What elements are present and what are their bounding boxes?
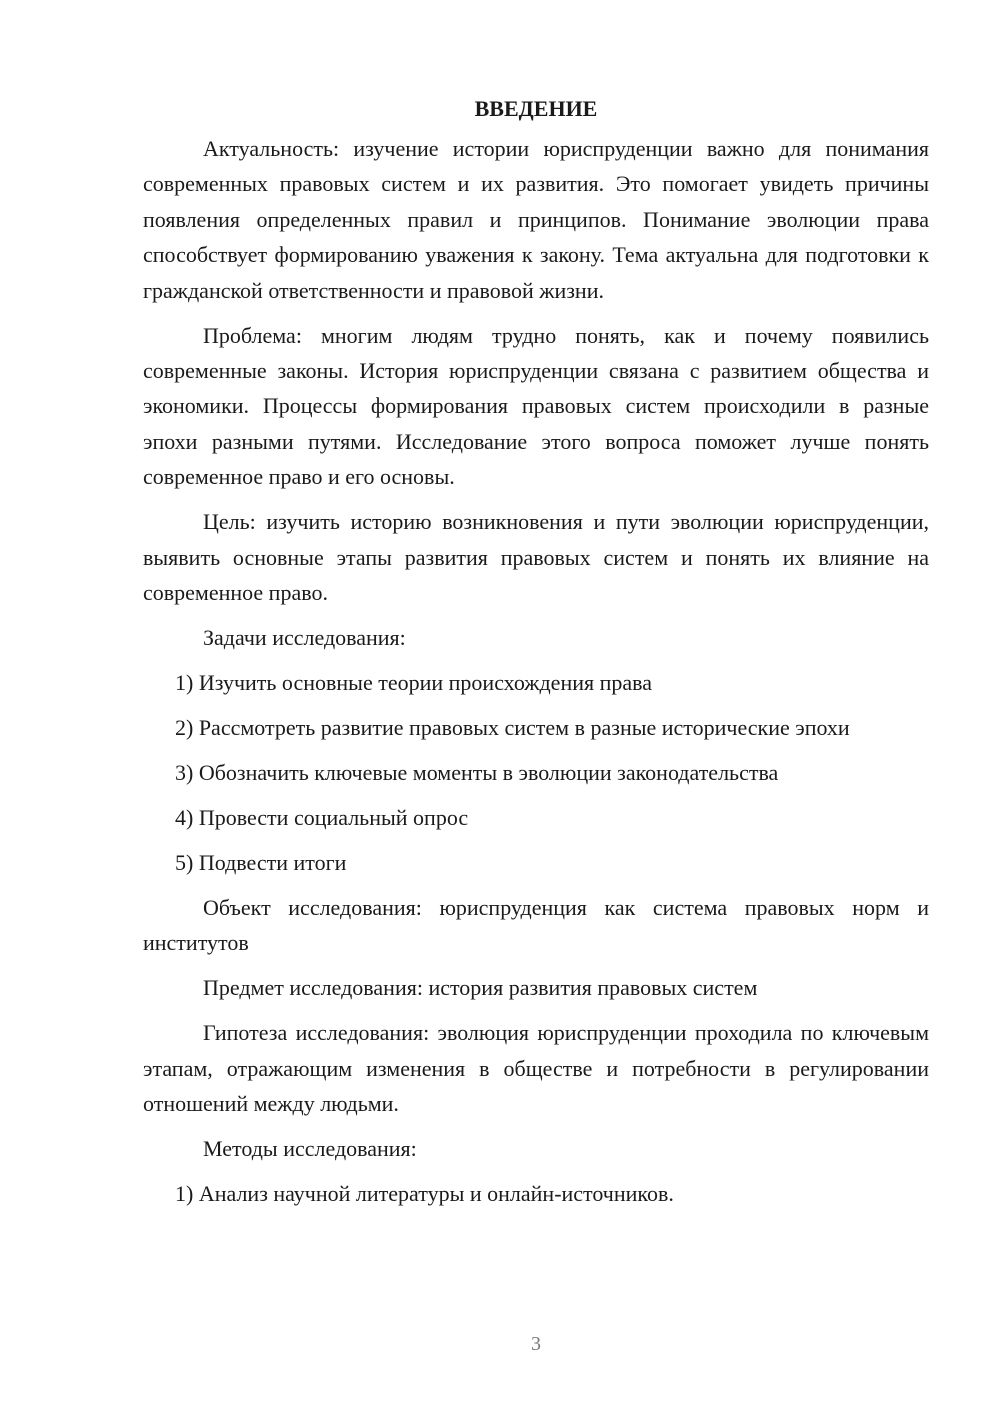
goal-paragraph: Цель: изучить историю возникновения и пути эволюции юриспруденции, выявить основные этапы развития правовых систем и понять их влияние на современное право. [143,509,929,606]
section-title: ВВЕДЕНИЕ [474,96,598,121]
task-list-item: 2) Рассмотреть развитие правовых систем в разные исторические эпохи [175,715,850,741]
methods-heading: Методы исследования: [203,1136,417,1162]
page-number: 3 [531,1333,541,1355]
hypothesis-paragraph: Гипотеза исследования: эволюция юриспруденции проходила по ключевым этапам, отражающим изменения в обществе и потребности в регулировании отношений между людьми. [143,1020,929,1117]
task-list-item: 3) Обозначить ключевые моменты в эволюции законодательства [175,760,779,786]
method-list-item: 1) Анализ научной литературы и онлайн-источников. [175,1181,674,1207]
tasks-heading: Задачи исследования: [203,625,406,651]
task-list-item: 1) Изучить основные теории происхождения права [175,670,653,696]
document-page [143,92,929,1221]
task-list-item: 5) Подвести итоги [175,850,347,876]
relevance-paragraph: Актуальность: изучение истории юриспруденции важно для понимания современных правовых систем и их развития. Это помогает увидеть причины появления определенных правил и принципов. Понимание эволюции права способствует формированию уважения к закону. Тема актуальна для подготовки к гражданской ответственности и правовой жизни. [143,136,929,303]
object-paragraph: Объект исследования: юриспруденция как система правовых норм и институтов [143,895,929,956]
task-list-item: 4) Провести социальный опрос [175,805,469,831]
problem-paragraph: Проблема: многим людям трудно понять, как и почему появились современные законы. История юриспруденции связана с развитием общества и экономики. Процессы формирования правовых систем происходили в разные эпохи разными путями. Исследование этого вопроса поможет лучше понять современное право и его основы. [143,322,929,490]
subject-paragraph: Предмет исследования: история развития правовых систем [203,975,758,1001]
